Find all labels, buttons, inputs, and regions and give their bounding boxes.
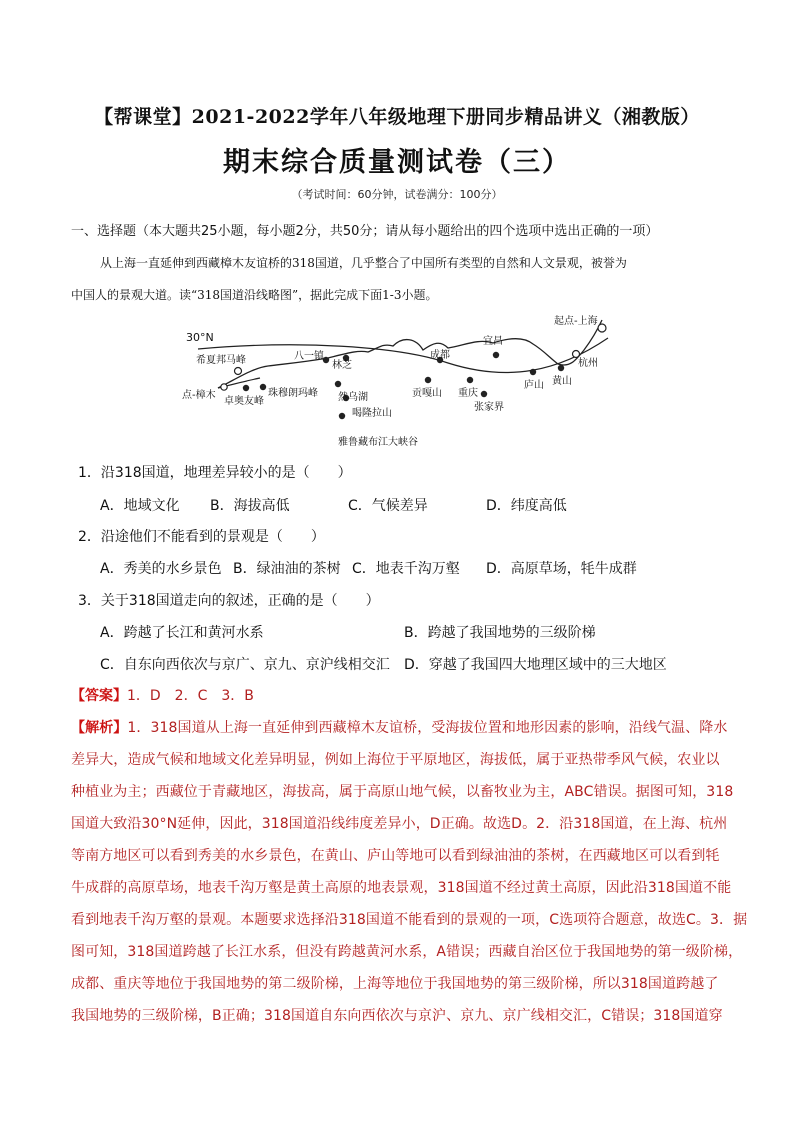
explanation-line-4: 国道大致沿30°N延伸，因此，318国道沿线纬度差异小，D正确。故选D。2．沿318国道，在上海、杭州	[71, 816, 728, 832]
q1-option-c: C．气候差异	[348, 498, 428, 514]
label-zhangmu: 点-樟木	[182, 390, 216, 401]
explanation-line-9: 成都、重庆等地位于我国地势的第二级阶梯，上海等地位于我国地势的第三级阶梯，所以318国道跨越了	[71, 976, 719, 992]
label-chengdu: 成都	[430, 350, 450, 361]
explanation-line-2: 差异大，造成气候和地域文化差异明显，例如上海位于平原地区，海拔低，属于亚热带季风气候，农业以	[71, 752, 720, 768]
q2-option-a: A．秀美的水乡景色	[100, 561, 222, 577]
huangshan-marker	[558, 365, 564, 371]
exam-title: 期末综合质量测试卷（三）	[223, 147, 571, 178]
zhangmu-marker	[221, 384, 227, 390]
label-zhumulangma: 珠穆朗玛峰	[268, 388, 318, 399]
label-hangzhou: 杭州	[578, 358, 598, 369]
q3-option-d: D．穿越了我国四大地理区域中的三大地区	[404, 657, 667, 673]
label-linzhi: 林芝	[332, 360, 352, 371]
label-yichang: 宜昌	[483, 336, 503, 347]
intro-line-2: 中国人的景观大道。读“318国道沿线略图”，据此完成下面1-3小题。	[71, 288, 438, 302]
q1-option-b: B．海拔高低	[210, 498, 290, 514]
explanation-line-10: 我国地势的三级阶梯，B正确；318国道自东向西依次与京沪、京九、京广线相交汇，C错误；318国道穿	[71, 1008, 723, 1024]
intro-line-1: 从上海一直延伸到西藏樟木友谊桥的318国道，几乎整合了中国所有类型的自然和人文景观，被誉为	[100, 256, 627, 270]
label-chongqing: 重庆	[458, 388, 478, 399]
label-lushan: 庐山	[524, 380, 544, 391]
q1-option-d: D．纬度高低	[486, 498, 567, 514]
answer-tag: 【答案】	[71, 688, 127, 704]
gongga-marker	[425, 377, 431, 383]
label-yarlung: 雅鲁藏布江大峡谷	[338, 437, 418, 448]
q2-option-b: B．绿油油的茶树	[233, 561, 341, 577]
q3-option-a: A．跨越了长江和黄河水系	[100, 625, 264, 641]
label-huangshan: 黄山	[552, 376, 572, 387]
label-zhangjiajie: 张家界	[474, 402, 504, 413]
label-bayizhen: 八一镇	[294, 351, 324, 362]
explanation-line-6: 牛成群的高原草场，地表千沟万壑是黄土高原的地表景观，318国道不经过黄土高原，因此沿318国道不能	[71, 880, 732, 896]
hangzhou-marker	[573, 351, 580, 358]
zhuoaoyou-marker	[243, 385, 249, 391]
explanation-line-5: 等南方地区可以看到秀美的水乡景色，在黄山、庐山等地可以看到绿油油的茶树，在西藏地区可以看到牦	[71, 848, 720, 864]
ranwu-marker	[335, 381, 341, 387]
explanation-text-1: 1．318国道从上海一直延伸到西藏樟木友谊桥，受海拔位置和地形因素的影响，沿线气温、降水	[127, 720, 728, 736]
explanation-line-7: 看到地表千沟万壑的景观。本题要求选择沿318国道不能看到的景观的一项，C选项符合题意，故选C。3．据	[71, 912, 748, 928]
label-gongga: 贡嘎山	[412, 388, 442, 399]
zhangjiajie-marker	[481, 391, 487, 397]
q2-option-d: D．高原草场，牦牛成群	[486, 561, 637, 577]
label-yangla: 喝隆拉山	[352, 408, 392, 419]
chongqing-marker	[467, 377, 473, 383]
label-xixiabangma: 希夏邦马峰	[196, 355, 246, 366]
yarlung-marker	[339, 413, 345, 419]
explanation-line-3: 种植业为主；西藏位于青藏地区，海拔高，属于高原山地气候，以畜牧业为主，ABC错误。据图可知，318	[71, 784, 734, 800]
route-318-map	[178, 308, 618, 450]
question-2-stem: 2．沿途他们不能看到的景观是（ ）	[78, 529, 325, 545]
explanation-line-1	[71, 717, 727, 737]
explanation-tag: 【解析】	[71, 720, 128, 736]
latitude-label: 30°N	[186, 331, 214, 344]
label-zhuoaoyou: 卓奥友峰	[224, 396, 264, 407]
answer-line	[71, 685, 254, 705]
exam-info: （考试时间：60分钟，试卷满分：100分）	[291, 188, 503, 201]
label-shanghai: 起点-上海	[554, 316, 598, 327]
q3-option-b: B．跨越了我国地势的三级阶梯	[404, 625, 596, 641]
q1-option-a: A．地域文化	[100, 498, 180, 514]
explanation-line-8: 图可知，318国道跨越了长江水系，但没有跨越黄河水系，A错误；西藏自治区位于我国地势的第一级阶梯，	[71, 944, 743, 960]
section-title: 一、选择题（本大题共25小题，每小题2分，共50分；请从每小题给出的四个选项中选出正确的一项）	[71, 224, 659, 239]
zhumulangma-marker	[260, 384, 266, 390]
xixiabangma-marker	[235, 368, 242, 375]
document-series-title: 【帮课堂】2021-2022学年八年级地理下册同步精品讲义（湘教版）	[94, 106, 700, 128]
yichang-marker	[493, 352, 499, 358]
q3-option-c: C．自东向西依次与京广、京九、京沪线相交汇	[100, 657, 390, 673]
question-1-stem: 1．沿318国道，地理差异较小的是（ ）	[78, 465, 352, 481]
shanghai-marker	[598, 324, 606, 332]
lushan-marker	[530, 369, 536, 375]
q2-option-c: C．地表千沟万壑	[352, 561, 460, 577]
question-3-stem: 3．关于318国道走向的叙述，正确的是（ ）	[78, 593, 380, 609]
answer-text: 1．D 2．C 3．B	[127, 688, 254, 704]
label-ranwu: 然乌湖	[338, 392, 368, 403]
